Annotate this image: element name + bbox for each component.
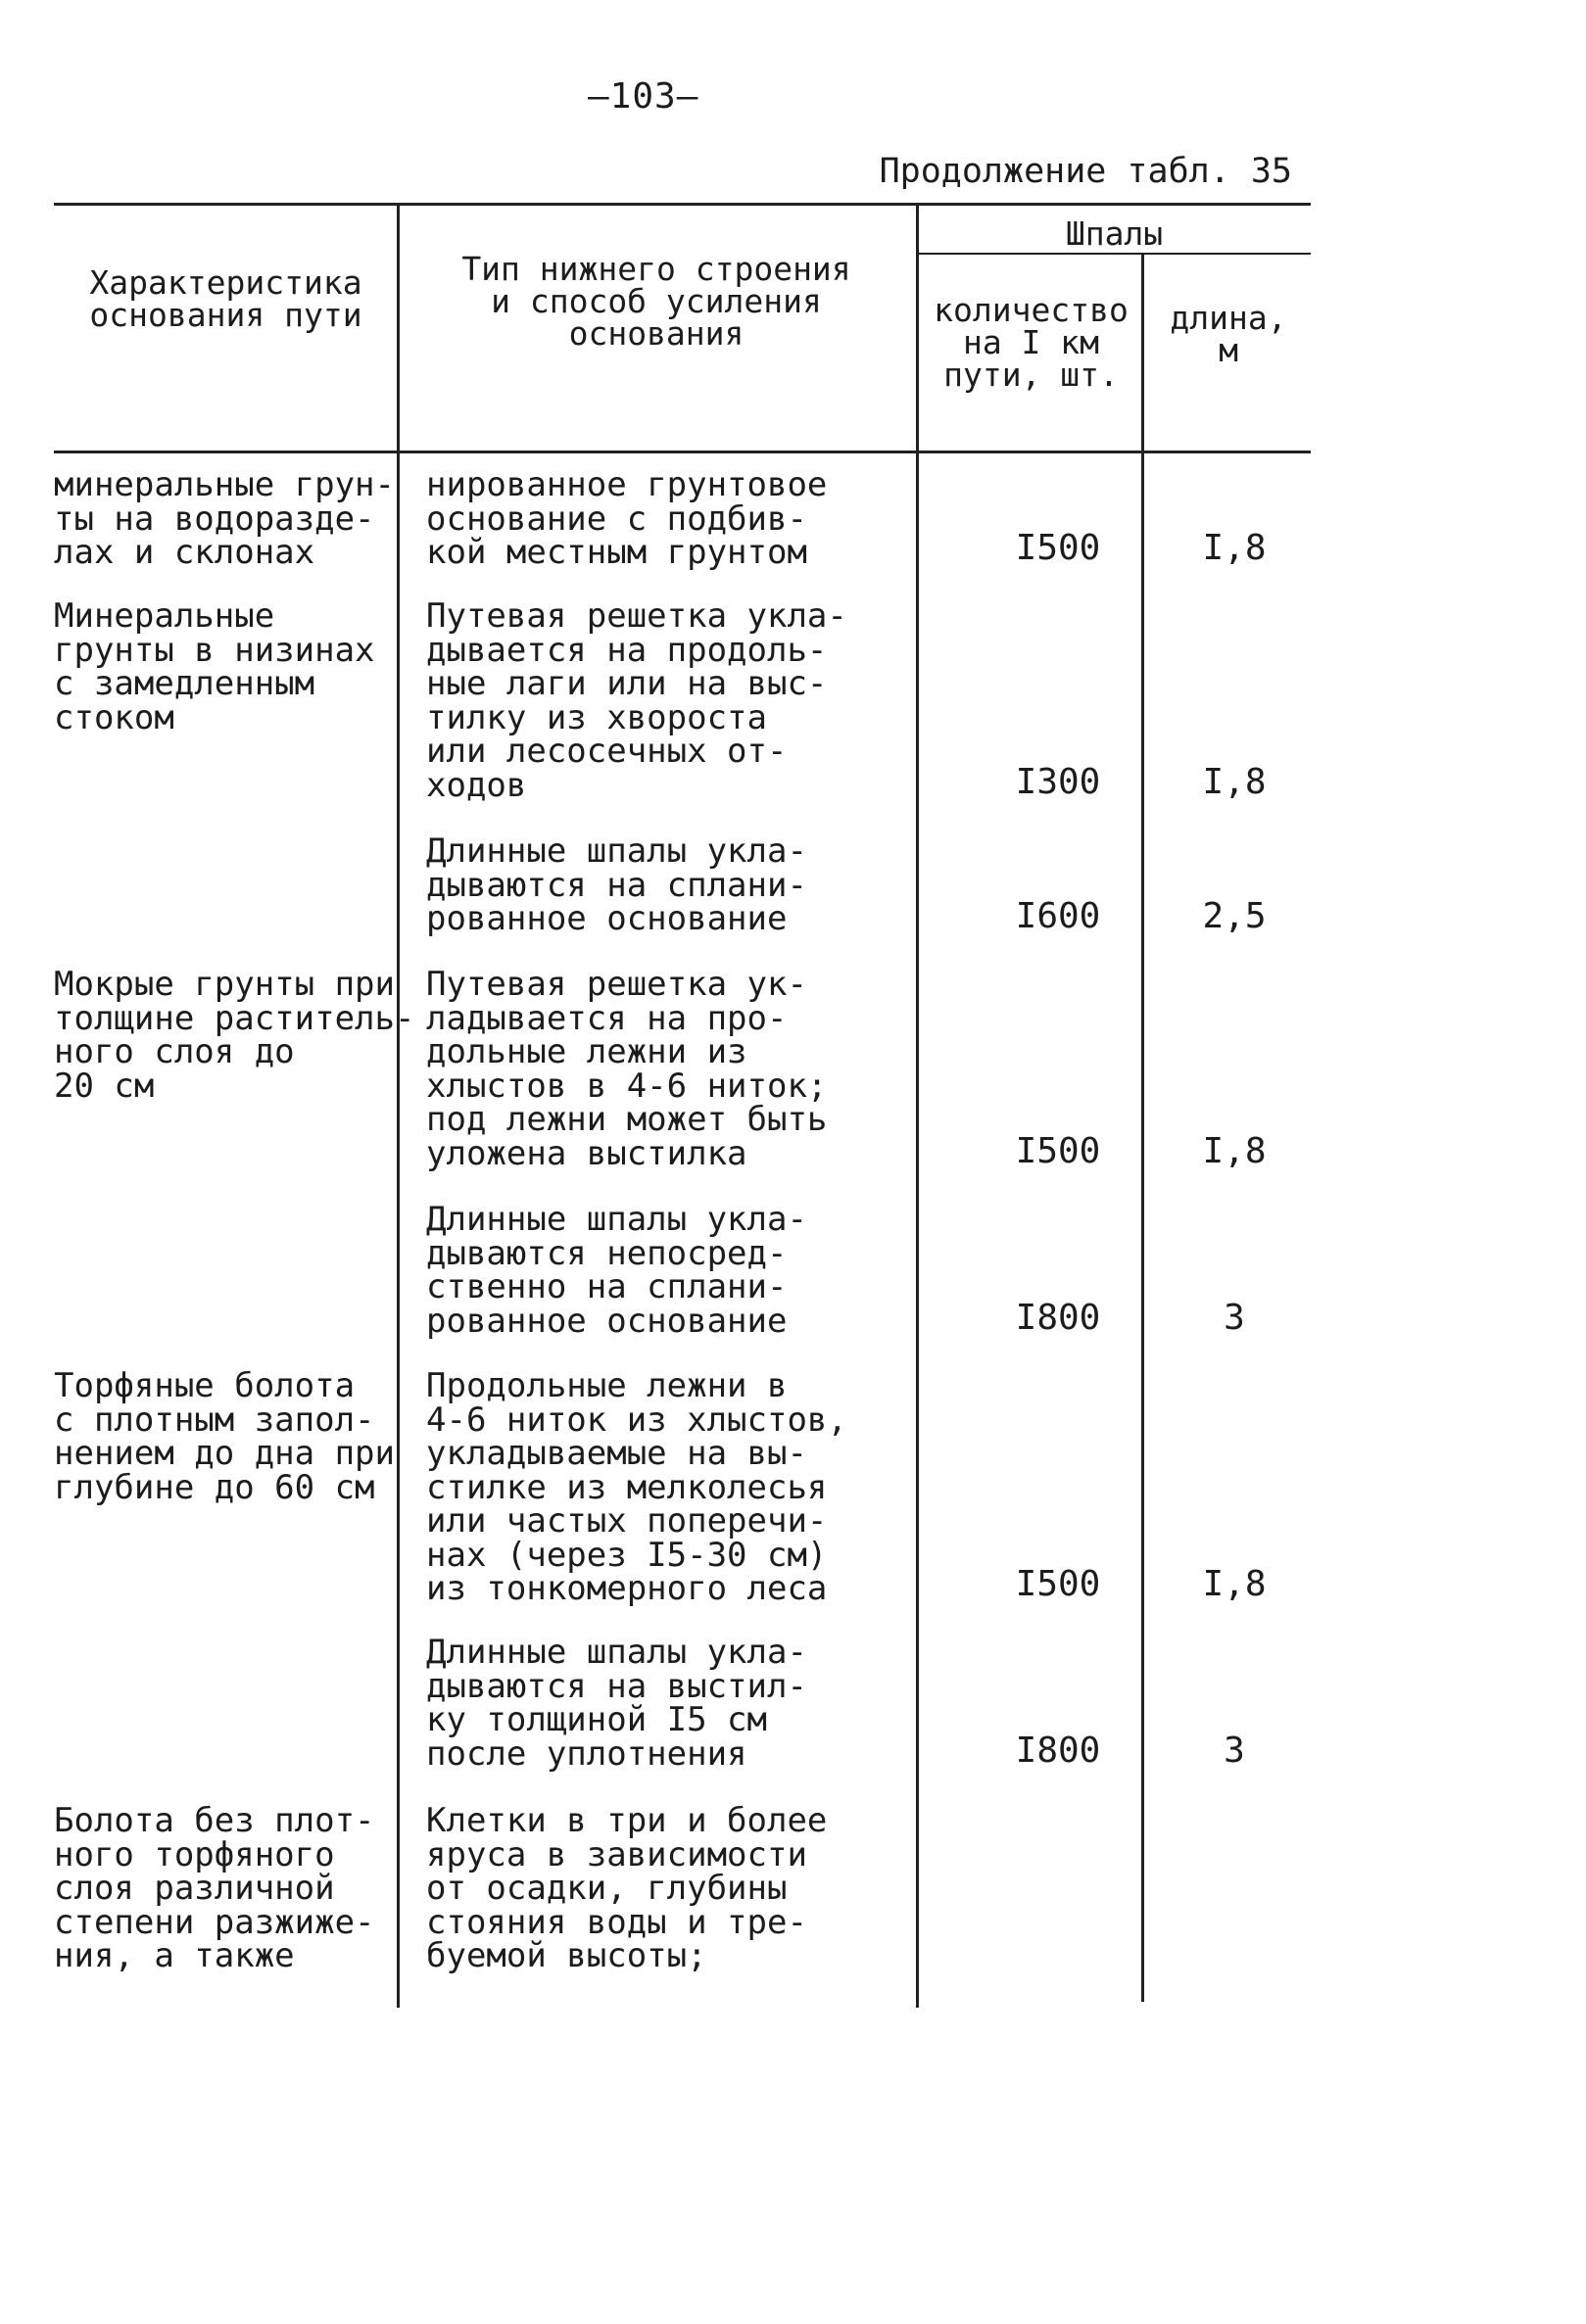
row-8-characteristic: Болота без плот- ного торфяного слоя различной степени разжиже- ния, а также (54, 1801, 375, 1975)
header-characteristic: Характеристика основания пути (89, 263, 362, 334)
row-1-quantity: I500 (1015, 528, 1101, 568)
row-7-method: Длинные шпалы укла- дываются на выстил- ку толщиной I5 см после уплотнения (426, 1633, 807, 1774)
header-sleepers: Шпалы (1065, 214, 1164, 253)
row-2-quantity: I300 (1015, 762, 1101, 802)
row-7-quantity: I800 (1015, 1731, 1101, 1771)
row-5-length: 3 (1224, 1298, 1245, 1338)
row-6-quantity: I500 (1015, 1564, 1101, 1604)
row-3-length: 2,5 (1202, 896, 1267, 936)
row-3-quantity: I600 (1015, 896, 1101, 936)
column-divider-2 (916, 205, 919, 2008)
row-1-length: I,8 (1202, 528, 1267, 568)
row-2-length: I,8 (1202, 762, 1267, 802)
header-bottom-rule (54, 451, 1311, 453)
row-4-length: I,8 (1202, 1131, 1267, 1171)
row-5-method: Длинные шпалы укла- дываются непосред- ственно на сплани- рованное основание (426, 1200, 807, 1341)
column-divider-1 (397, 205, 400, 2008)
table-continuation-caption: Продолжение табл. 35 (879, 152, 1292, 191)
row-6-method: Продольные лежни в 4-6 ниток из хлыстов, укладываемые на вы- стилке из мелколесья или частых поперечи- нах (через I5-30 см) из тонкомерного леса (426, 1366, 847, 1608)
row-8-method: Клетки в три и более яруса в зависимости от осадки, глубины стояния воды и тре- буемой высоты; (426, 1801, 828, 1975)
header-method: Тип нижнего строения и способ усиления основания (461, 250, 851, 353)
row-5-quantity: I800 (1015, 1298, 1101, 1338)
row-6-characteristic: Торфяные болота с плотным запол- нением до дна при глубине до 60 см (54, 1366, 395, 1507)
header-quantity: количество на I км пути, шт. (934, 291, 1129, 394)
table-top-rule (54, 203, 1311, 206)
row-3-method: Длинные шпалы укла- дываются на сплани- рованное основание (426, 831, 807, 938)
row-4-quantity: I500 (1015, 1131, 1101, 1171)
sleepers-group-rule (918, 253, 1311, 255)
row-2-method: Путевая решетка укла- дывается на продоль- ные лаги или на выс- тилку из хвороста или лесосечных от- ходов (426, 596, 847, 805)
row-7-length: 3 (1224, 1731, 1245, 1771)
row-4-characteristic: Мокрые грунты при толщине раститель- ного слоя до 20 см (54, 965, 415, 1106)
row-4-method: Путевая решетка ук- ладывается на про- дольные лежни из хлыстов в 4-6 ниток; под лежни может быть уложена выстилка (426, 965, 828, 1173)
row-6-length: I,8 (1202, 1564, 1267, 1604)
page-number: —103— (588, 76, 699, 117)
row-1-method: нированное грунтовое основание с подбив- кой местным грунтом (426, 465, 828, 572)
row-2-characteristic: Минеральные грунты в низинах с замедленным стоком (54, 596, 375, 737)
row-1-characteristic: минеральные грун- ты на водоразде- лах и склонах (54, 465, 395, 572)
column-divider-3 (1141, 254, 1144, 2002)
header-length: длина, м (1170, 299, 1287, 369)
